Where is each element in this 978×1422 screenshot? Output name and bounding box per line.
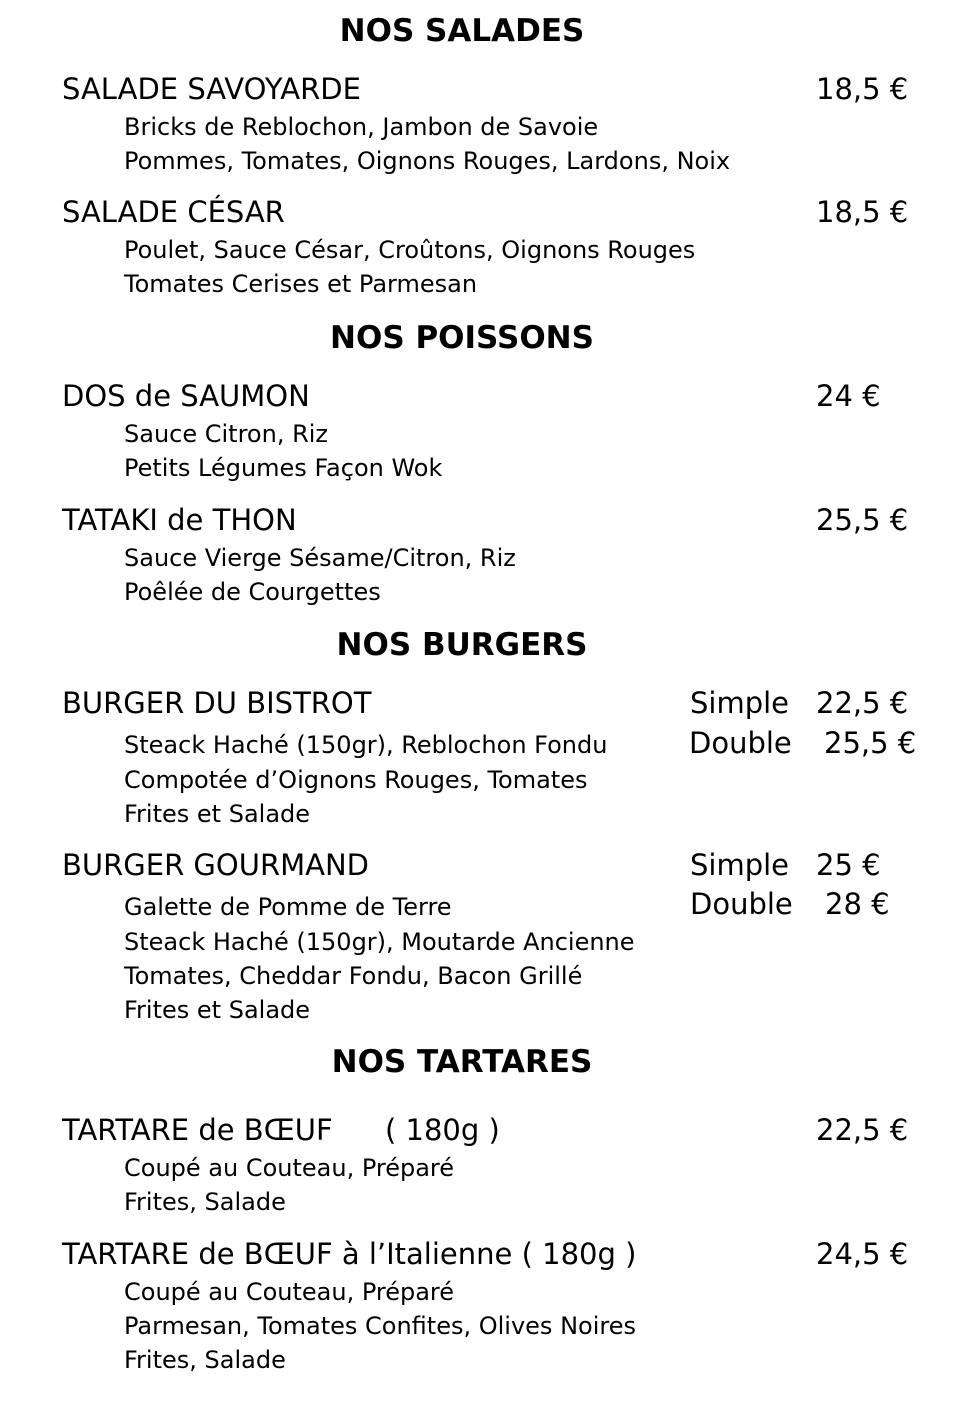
- item-description-line: Frites, Salade: [124, 1188, 286, 1216]
- item-description-line: Tomates Cerises et Parmesan: [124, 270, 478, 298]
- item-description-line: Poêlée de Courgettes: [124, 578, 381, 606]
- item-price: 18,5 €: [816, 72, 909, 106]
- option-price-simple: 25 €: [816, 848, 881, 882]
- item-name: BURGER DU BISTROT: [62, 686, 372, 720]
- item-price: 24,5 €: [816, 1237, 909, 1271]
- item-name: DOS de SAUMON: [62, 379, 310, 413]
- option-price-double: 28 €: [825, 887, 890, 921]
- item-description-line: Coupé au Couteau, Préparé: [124, 1154, 455, 1182]
- item-description-line: Tomates, Cheddar Fondu, Bacon Grillé: [124, 962, 583, 990]
- item-description-line: Pommes, Tomates, Oignons Rouges, Lardons, Noix: [124, 147, 731, 175]
- item-description-line: Frites et Salade: [124, 800, 311, 828]
- item-description-line: Sauce Citron, Riz: [124, 420, 329, 448]
- item-price: 22,5 €: [816, 1113, 909, 1147]
- item-name: TARTARE de BŒUF: [62, 1113, 333, 1147]
- item-price: 24 €: [816, 379, 881, 413]
- item-weight: ( 180g ): [385, 1113, 500, 1147]
- item-description-line: Compotée d’Oignons Rouges, Tomates: [124, 766, 588, 794]
- option-label-simple: Simple: [690, 848, 790, 882]
- item-description-line: Galette de Pomme de Terre: [124, 893, 452, 921]
- option-label-simple: Simple: [690, 686, 790, 720]
- item-description-line: Sauce Vierge Sésame/Citron, Riz: [124, 544, 516, 572]
- item-name: TATAKI de THON: [62, 503, 297, 537]
- section-title-salades: NOS SALADES: [339, 13, 585, 49]
- option-price-double: 25,5 €: [824, 726, 917, 760]
- item-name: TARTARE de BŒUF à l’Italienne ( 180g ): [62, 1237, 637, 1271]
- item-description-line: Parmesan, Tomates Confites, Olives Noires: [124, 1312, 636, 1340]
- item-name: SALADE CÉSAR: [62, 195, 285, 229]
- item-description-line: Frites, Salade: [124, 1346, 286, 1374]
- item-description-line: Poulet, Sauce César, Croûtons, Oignons Rouges: [124, 236, 696, 264]
- option-label-double: Double: [689, 726, 792, 760]
- item-description-line: Steack Haché (150gr), Moutarde Ancienne: [124, 928, 635, 956]
- item-description-line: Coupé au Couteau, Préparé: [124, 1278, 455, 1306]
- item-name: SALADE SAVOYARDE: [62, 72, 361, 106]
- section-title-burgers: NOS BURGERS: [336, 627, 588, 663]
- section-title-tartares: NOS TARTARES: [331, 1044, 593, 1080]
- item-description-line: Steack Haché (150gr), Reblochon Fondu: [124, 731, 608, 759]
- item-name: BURGER GOURMAND: [62, 848, 369, 882]
- item-description-line: Bricks de Reblochon, Jambon de Savoie: [124, 113, 599, 141]
- item-price: 18,5 €: [816, 195, 909, 229]
- section-title-poissons: NOS POISSONS: [330, 320, 594, 356]
- item-description-line: Petits Légumes Façon Wok: [124, 454, 443, 482]
- option-label-double: Double: [690, 887, 793, 921]
- option-price-simple: 22,5 €: [816, 686, 909, 720]
- item-price: 25,5 €: [816, 503, 909, 537]
- item-description-line: Frites et Salade: [124, 996, 311, 1024]
